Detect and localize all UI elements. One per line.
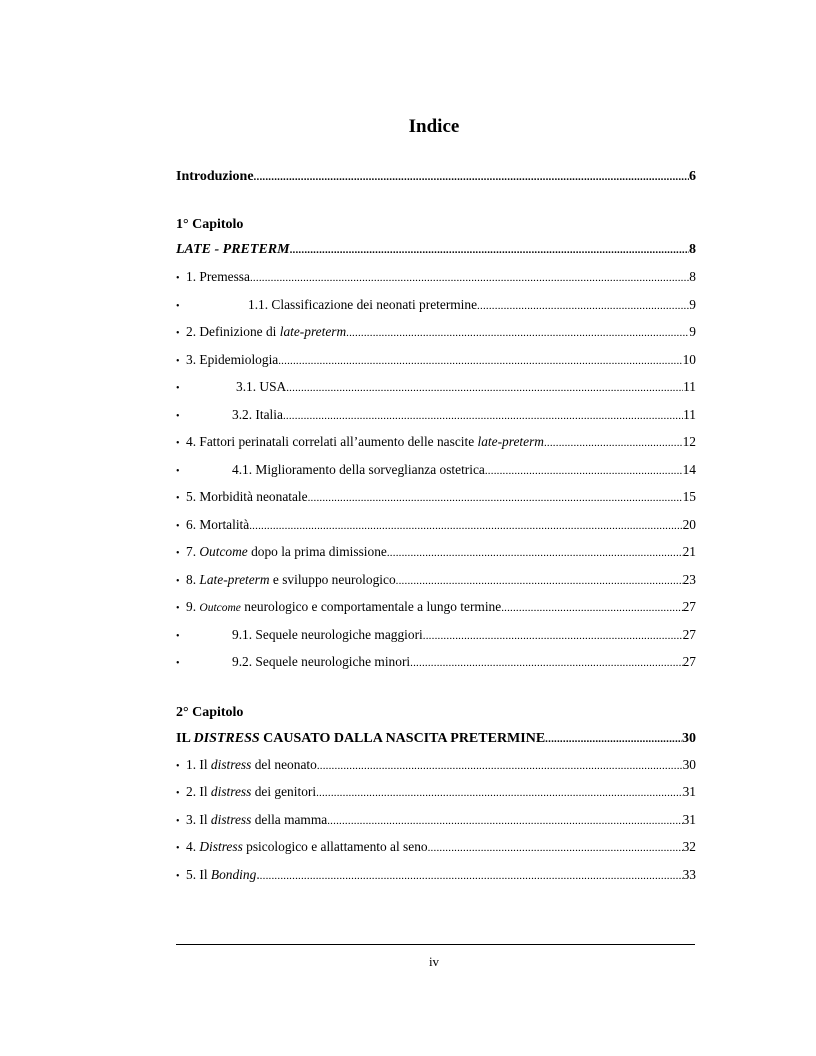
toc-entry-page: 33 [682, 867, 696, 882]
leader-dots [290, 240, 689, 260]
bullet-icon: • [176, 328, 180, 339]
leader-dots [346, 322, 689, 343]
bullet-icon: • [176, 761, 180, 772]
toc-entry[interactable] [176, 597, 696, 617]
toc-entry-title: Introduzione [176, 169, 254, 184]
toc-entry-page: 9 [689, 324, 696, 339]
toc-entry[interactable] [176, 652, 696, 672]
toc-entry-page: 11 [683, 379, 696, 394]
toc-entry-title: 2. Definizione di late-preterm [186, 324, 347, 339]
toc-entry-title: 9. Outcome neurologico e comportamentale a lungo termine [186, 599, 502, 614]
toc-entry-title: 3. Epidemiologia [186, 352, 279, 367]
leader-dots [317, 755, 683, 776]
page-title: Indice [408, 116, 460, 137]
toc-entry[interactable] [176, 350, 696, 370]
leader-dots [428, 837, 683, 858]
leader-dots [286, 377, 683, 398]
chapter-2-label: 2° Capitolo [176, 705, 244, 720]
bullet-icon: • [176, 788, 180, 799]
leader-dots [485, 460, 683, 481]
toc-entry-page: 27 [682, 627, 696, 642]
toc-entry-page: 10 [682, 352, 696, 367]
toc-entry[interactable] [176, 405, 696, 425]
leader-dots [544, 432, 683, 453]
toc-entry-chapter-1-heading[interactable] [176, 240, 696, 260]
bullet-icon: • [176, 356, 180, 367]
toc-entry-title: 9.2. Sequele neurologiche minori [232, 654, 411, 669]
toc-entry[interactable] [176, 515, 696, 535]
toc-entry-title: 5. Morbidità neonatale [186, 489, 308, 504]
bullet-icon: • [176, 273, 180, 284]
toc-entry-page: 23 [682, 572, 696, 587]
toc-entry-page: 9 [689, 297, 696, 312]
leader-dots [249, 515, 682, 536]
toc-entry[interactable] [176, 542, 696, 562]
toc-entry-title: 8. Late-preterm e sviluppo neurologico [186, 572, 396, 587]
bullet-icon: • [176, 576, 180, 587]
toc-entry-title: 4.1. Miglioramento della sorveglianza ostetrica [232, 462, 485, 477]
leader-dots [545, 729, 682, 749]
footer-divider [176, 944, 695, 945]
toc-entry[interactable] [176, 570, 696, 590]
bullet-icon: • [176, 603, 180, 614]
toc-entry-title: LATE - PRETERM [176, 242, 290, 257]
bullet-icon: • [176, 816, 180, 827]
toc-entry-title: 6. Mortalità [186, 517, 250, 532]
toc-entry-chapter-2-heading[interactable] [176, 729, 696, 749]
toc-entry-title: 4. Fattori perinatali correlati all’aumento delle nascite late-preterm [186, 434, 544, 449]
toc-entry[interactable] [176, 377, 696, 397]
toc-entry-page: 12 [682, 434, 696, 449]
bullet-icon: • [176, 871, 180, 882]
bullet-icon: • [176, 843, 180, 854]
leader-dots [283, 405, 683, 426]
toc-entry-page: 8 [689, 242, 696, 257]
toc-entry-page: 14 [682, 462, 696, 477]
leader-dots [396, 570, 683, 591]
toc-entry-title: 1.1. Classificazione dei neonati pretermine [248, 297, 478, 312]
toc-entry-title: 4. Distress psicologico e allattamento al seno [186, 839, 428, 854]
toc-entry-title: 3.2. Italia [232, 407, 283, 422]
leader-dots [423, 625, 683, 646]
bullet-icon: • [176, 521, 180, 532]
bullet-icon: • [176, 466, 180, 477]
toc-entry-page: 27 [682, 654, 696, 669]
toc-entry-title: 1. Il distress del neonato [186, 757, 317, 772]
toc-entry[interactable] [176, 267, 696, 287]
bullet-icon: • [176, 411, 180, 422]
toc-entry-title: 7. Outcome dopo la prima dimissione [186, 544, 387, 559]
toc-entry-page: 21 [682, 544, 696, 559]
toc-entry-title: 1. Premessa [186, 269, 250, 284]
toc-entry-title: 3. Il distress della mamma [186, 812, 328, 827]
toc-entry[interactable] [176, 295, 696, 315]
toc-entry-page: 11 [683, 407, 696, 422]
leader-dots [308, 487, 683, 508]
bullet-icon: • [176, 383, 180, 394]
toc-entry-page: 15 [682, 489, 696, 504]
bullet-icon: • [176, 301, 180, 312]
toc-entry[interactable] [176, 432, 696, 452]
toc-entry[interactable] [176, 625, 696, 645]
leader-dots [477, 295, 689, 316]
toc-entry-page: 32 [682, 839, 696, 854]
leader-dots [254, 167, 689, 187]
toc-entry-page: 31 [682, 784, 696, 799]
leader-dots [387, 542, 683, 563]
bullet-icon: • [176, 548, 180, 559]
leader-dots [501, 597, 682, 618]
toc-entry-title: 5. Il Bonding. [186, 867, 260, 882]
toc-entry[interactable] [176, 782, 696, 802]
toc-entry-page: 30 [682, 731, 696, 746]
toc-entry-page: 27 [682, 599, 696, 614]
toc-entry[interactable] [176, 755, 696, 775]
bullet-icon: • [176, 631, 180, 642]
leader-dots [260, 865, 683, 886]
toc-entry[interactable] [176, 810, 696, 830]
leader-dots [410, 652, 682, 673]
toc-entry-page: 8 [689, 269, 696, 284]
toc-entry[interactable] [176, 837, 696, 857]
toc-entry-title: IL DISTRESS CAUSATO DALLA NASCITA PRETERMINE [176, 731, 546, 746]
toc-entry-title: 9.1. Sequele neurologiche maggiori [232, 627, 423, 642]
chapter-1-label: 1° Capitolo [176, 217, 244, 232]
toc-entry[interactable] [176, 460, 696, 480]
toc-entry[interactable] [176, 322, 696, 342]
toc-entry-page: 6 [689, 169, 696, 184]
toc-entry[interactable] [176, 487, 696, 507]
page-number: iv [428, 954, 440, 969]
leader-dots [278, 350, 682, 371]
leader-dots [250, 267, 689, 288]
toc-entry-introduzione[interactable] [176, 167, 696, 187]
toc-entry-page: 30 [682, 757, 696, 772]
toc-entry-page: 31 [682, 812, 696, 827]
toc-entry[interactable] [176, 865, 696, 885]
bullet-icon: • [176, 493, 180, 504]
bullet-icon: • [176, 658, 180, 669]
toc-entry-title: 3.1. USA [236, 379, 287, 394]
leader-dots [316, 782, 683, 803]
leader-dots [327, 810, 682, 831]
toc-entry-title: 2. Il distress dei genitori [186, 784, 317, 799]
toc-entry-page: 20 [682, 517, 696, 532]
bullet-icon: • [176, 438, 180, 449]
